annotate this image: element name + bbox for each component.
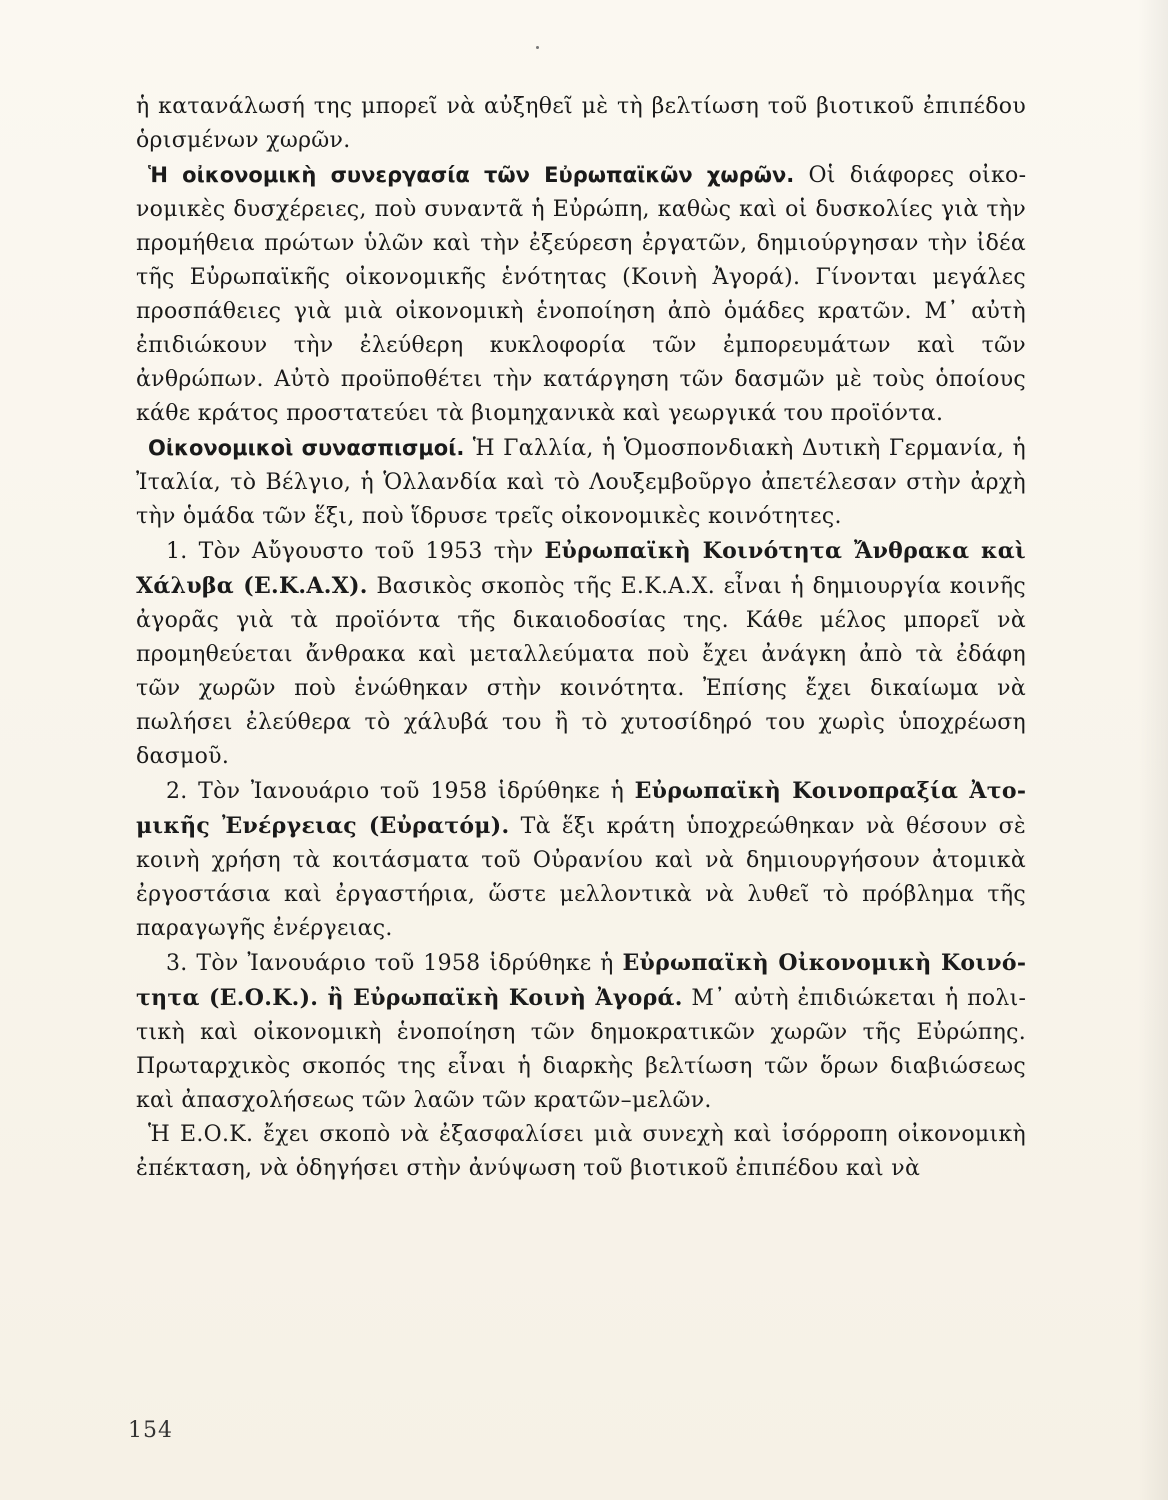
item-term: Εὐρωπαϊκὴ Κοινοπραξία Ἀτομικῆς Ἐνέργειας (Εὐρατόμ). [136, 778, 1026, 839]
paragraph-economic-alliances [136, 431, 1026, 534]
paragraph-text: Ἡ Γαλλία, ἡ Ὁμοσπονδιακὴ Δυτικὴ Γερμανία, ἡ Ἰταλία, τὸ Βέλγιο, ἡ Ὁλλανδία καὶ τὸ Λουξεμβοῦργο ἀπετέλεσαν στὴν ἀρχὴ τὴν ὁμάδα τῶν ἕξι, ποὺ ἵδρυσε τρεῖς οἰκονομικὲς κοινότητες. [136, 436, 1026, 529]
list-item-eec [136, 946, 1026, 1118]
item-lead: 2. Τὸν Ἰανουάριο τοῦ 1958 ἱδρύθηκε ἡ [166, 779, 635, 804]
item-text: Μ᾿ αὐτὴ ἐπιδιώκεται ἡ πολιτικὴ καὶ οἰκονομικὴ ἑνοποίηση τῶν δημοκρατικῶν χωρῶν τῆς Εὐρώπης. Πρωταρχικὸς σκοπός της εἶναι ἡ διαρκὴς βελτίωση τῶν ὅρων διαβιώσεως καὶ ἀπασχολήσεως τῶν λαῶν τῶν κρατῶν–μελῶν. [136, 986, 1026, 1113]
item-lead: 3. Τὸν Ἰανουάριο τοῦ 1958 ἱδρύθηκε ἡ [166, 951, 623, 976]
paragraph-continued: ἡ κατανάλωσή της μπορεῖ νὰ αὐξηθεῖ μὲ τὴ βελτίωση τοῦ βιοτικοῦ ἐπιπέδου ὁρισμένων χωρῶν. [136, 94, 1026, 153]
item-lead: 1. Τὸν Αὔγουστο τοῦ 1953 τὴν [166, 539, 545, 564]
list-item-ecsc [136, 534, 1026, 774]
item-term: Εὐρωπαϊκὴ Οἰκονομικὴ Κοινότητα (Ε.Ο.Κ.). ἢ Εὐρωπαϊκὴ Κοινὴ Ἀγορά. [136, 950, 1026, 1011]
print-speck [536, 46, 539, 49]
item-term: Εὐρωπαϊκὴ Κοινότητα Ἄνθρακα καὶ Χάλυβα (Ε.Κ.Α.Χ). [136, 538, 1026, 599]
page-number: 154 [128, 1418, 173, 1443]
paragraph-text: Οἱ διάφορες οἰκονομικὲς δυσχέρειες, ποὺ συναντᾶ ἡ Εὐρώπη, καθὼς καὶ οἱ δυσκολίες γιὰ τὴν προμήθεια πρώτων ὑλῶν καὶ τὴν ἐξεύρεση ἐργατῶν, δημιούργησαν τὴν ἰδέα τῆς Εὐρωπαϊκῆς οἰκονομικῆς ἑνότητας (Κοινὴ Ἀγορά). Γίνονται μεγάλες προσπάθειες γιὰ μιὰ οἰκονομικὴ ἑνοποίηση ἀπὸ ὁμάδες κρατῶν. Μ᾿ αὐτὴ ἐπιδιώκουν τὴν ἐλεύθερη κυκλοφορία τῶν ἐμπορευμάτων καὶ τῶν ἀνθρώπων. Αὐτὸ προϋποθέτει τὴν κατάργηση τῶν δασμῶν μὲ τοὺς ὁποίους κάθε κράτος προστατεύει τὰ βιομηχανικὰ καὶ γεωργικά του προϊόντα. [136, 163, 1027, 426]
page-body [136, 90, 1026, 1186]
section-heading-economic-cooperation: Ἡ οἰκονομικὴ συνεργασία τῶν Εὐρωπαϊκῶν χωρῶν. [148, 163, 795, 187]
paragraph-eec-goals: Ἡ Ε.Ο.Κ. ἔχει σκοπὸ νὰ ἐξασφαλίσει μιὰ συνεχὴ καὶ ἰσόρροπη οἰκονομικὴ ἐπέκταση, νὰ ὁδηγήσει στὴν ἀνύψωση τοῦ βιοτικοῦ ἐπιπέδου καὶ νὰ [136, 1122, 1026, 1181]
list-item-euratom [136, 774, 1026, 946]
paragraph-economic-cooperation [136, 158, 1026, 431]
item-text: Βασικὸς σκοπὸς τῆς Ε.Κ.Α.Χ. εἶναι ἡ δημιουργία κοινῆς ἀγορᾶς γιὰ τὰ προϊόντα τῆς δικαιοδοσίας της. Κάθε μέλος μπορεῖ νὰ προμηθεύεται ἄνθρακα καὶ μεταλλεύματα ποὺ ἔχει ἀνάγκη ἀπὸ τὰ ἐδάφη τῶν χωρῶν ποὺ ἑνώθηκαν στὴν κοινότητα. Ἐπίσης ἔχει δικαίωμα νὰ πωλήσει ἐλεύθερα τὸ χάλυβά του ἢ τὸ χυτοσίδηρό του χωρὶς ὑποχρέωση δασμοῦ. [136, 574, 1026, 769]
item-text: Τὰ ἕξι κράτη ὑποχρεώθηκαν νὰ θέσουν σὲ κοινὴ χρήση τὰ κοιτάσματα τοῦ Οὐρανίου καὶ νὰ δημιουργήσουν ἀτομικὰ ἐργοστάσια καὶ ἐργαστήρια, ὥστε μελλοντικὰ νὰ λυθεῖ τὸ πρόβλημα τῆς παραγωγῆς ἐνέργειας. [136, 814, 1026, 941]
section-heading-economic-alliances: Οἰκονομικοὶ συνασπισμοί. [148, 436, 465, 460]
